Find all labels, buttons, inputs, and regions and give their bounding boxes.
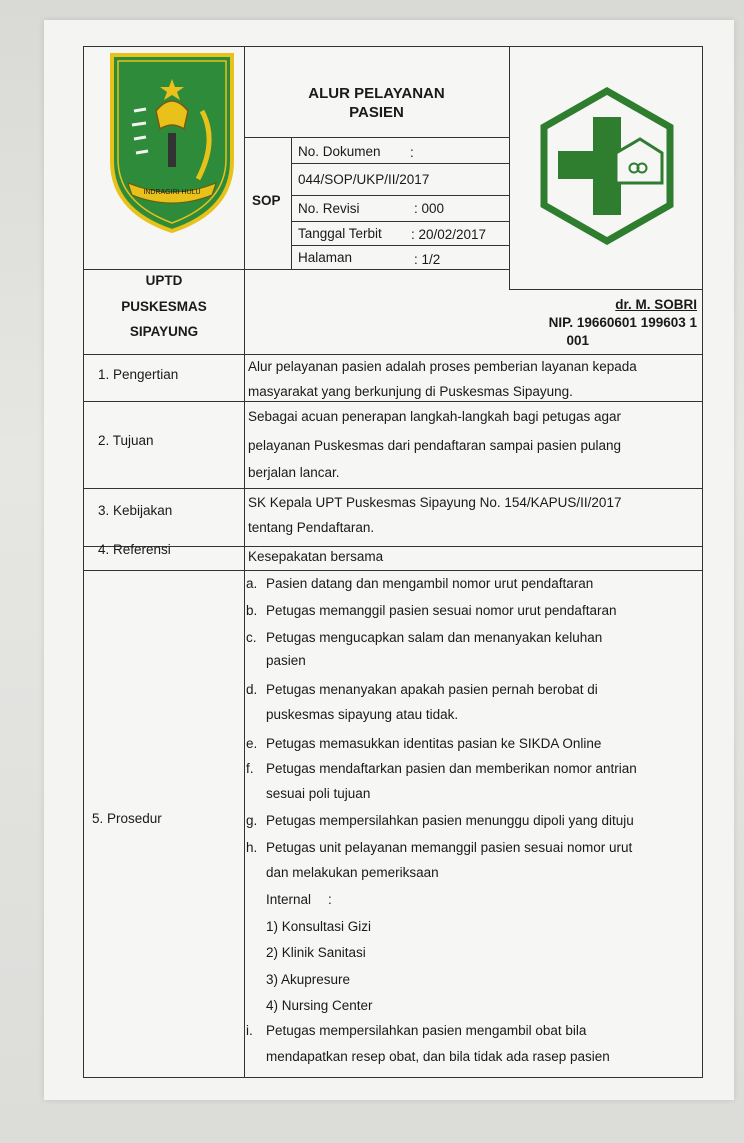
sop-label: SOP [252,193,281,208]
no-dokumen-colon: : [410,145,414,160]
document-title-line1: ALUR PELAYANAN [308,85,445,102]
no-dokumen-value: 044/SOP/UKP/II/2017 [298,172,430,187]
procedure-step: Petugas unit pelayanan memanggil pasien sesuai nomor urut [266,840,633,855]
regency-emblem-icon [106,51,238,233]
procedure-step: Petugas menanyakan apakah pasien pernah berobat di [266,682,598,697]
procedure-marker: d. [246,682,258,697]
divider [509,289,703,290]
no-revisi-value: : 000 [414,201,445,216]
signer-name: dr. M. SOBRI [615,297,697,312]
kebijakan-line: SK Kepala UPT Puskesmas Sipayung No. 154/KAPUS/II/2017 [248,495,622,510]
org-name-line3: SIPAYUNG [129,324,199,339]
procedure-marker: h. [246,840,258,855]
procedure-step-cont: pasien [266,653,306,668]
pengertian-line: Alur pelayanan pasien adalah proses pemberian layanan kepada [248,359,637,374]
tujuan-line: Sebagai acuan penerapan langkah-langkah bagi petugas agar [248,409,622,424]
procedure-marker: b. [246,603,258,618]
org-name-line1: UPTD [145,273,183,288]
kebijakan-label: 3. Kebijakan [98,503,173,518]
procedure-step: Petugas mempersilahkan pasien menunggu dipoli yang dituju [266,813,634,828]
emblem-banner-text: INDRAGIRI HULU [143,189,201,196]
internal-item: 1) Konsultasi Gizi [266,919,372,934]
signer-nip-line1: NIP. 19660601 199603 1 [548,315,697,330]
procedure-step-cont: dan melakukan pemeriksaan [266,865,439,880]
procedure-step: Petugas memasukkan identitas pasian ke SIKDA Online [266,736,602,751]
divider [244,47,245,1078]
internal-label: Internal [266,892,312,907]
procedure-step: Petugas mempersilahkan pasien mengambil obat bila [266,1023,587,1038]
divider [84,354,703,355]
halaman-label: Halaman [298,250,353,265]
divider [291,195,509,196]
signer-nip-line2: 001 [566,333,589,348]
internal-item: 2) Klinik Sanitasi [266,945,366,960]
pengertian-label: 1. Pengertian [98,367,179,382]
internal-item: 3) Akupresure [266,972,351,987]
procedure-step: Petugas memanggil pasien sesuai nomor urut pendaftaran [266,603,617,618]
divider [84,546,703,547]
procedure-marker: g. [246,813,258,828]
divider [291,245,509,246]
prosedur-label: 5. Prosedur [92,811,162,826]
divider [291,163,509,164]
internal-item: 4) Nursing Center [266,998,373,1013]
divider [84,488,703,489]
referensi-label: 4. Referensi [98,542,171,557]
procedure-step-cont: puskesmas sipayung atau tidak. [266,707,459,722]
procedure-marker: f. [246,761,254,776]
divider [509,47,510,289]
divider [291,137,292,269]
procedure-step: Pasien datang dan mengambil nomor urut pendaftaran [266,576,594,591]
procedure-marker: a. [246,576,258,591]
pengertian-line: masyarakat yang berkunjung di Puskesmas Sipayung. [248,384,573,399]
kebijakan-line: tentang Pendaftaran. [248,520,375,535]
org-name-line2: PUSKESMAS [121,299,207,314]
procedure-marker: e. [246,736,258,751]
tujuan-line: pelayanan Puskesmas dari pendaftaran sampai pasien pulang [248,438,621,453]
sop-document [83,46,703,1078]
procedure-step: Petugas mengucapkan salam dan menanyakan keluhan [266,630,603,645]
divider [84,401,703,402]
procedure-marker: i. [246,1023,253,1038]
divider [84,570,703,571]
procedure-step-cont: sesuai poli tujuan [266,786,371,801]
tanggal-terbit-label: Tanggal Terbit [298,226,382,241]
divider [84,269,509,270]
procedure-marker: c. [246,630,257,645]
puskesmas-logo-icon [538,87,676,245]
divider [291,221,509,222]
referensi-text: Kesepakatan bersama [248,549,384,564]
tanggal-terbit-value: : 20/02/2017 [411,227,487,242]
procedure-step-cont: mendapatkan resep obat, dan bila tidak ada rasep pasien [266,1049,610,1064]
internal-colon: : [328,892,332,907]
document-title-line2: PASIEN [349,104,404,121]
tujuan-label: 2. Tujuan [98,433,154,448]
halaman-value: : 1/2 [414,252,441,267]
no-revisi-label: No. Revisi [298,201,360,216]
divider [244,137,509,138]
no-dokumen-label: No. Dokumen [298,144,381,159]
procedure-step: Petugas mendaftarkan pasien dan memberikan nomor antrian [266,761,637,776]
tujuan-line: berjalan lancar. [248,465,340,480]
